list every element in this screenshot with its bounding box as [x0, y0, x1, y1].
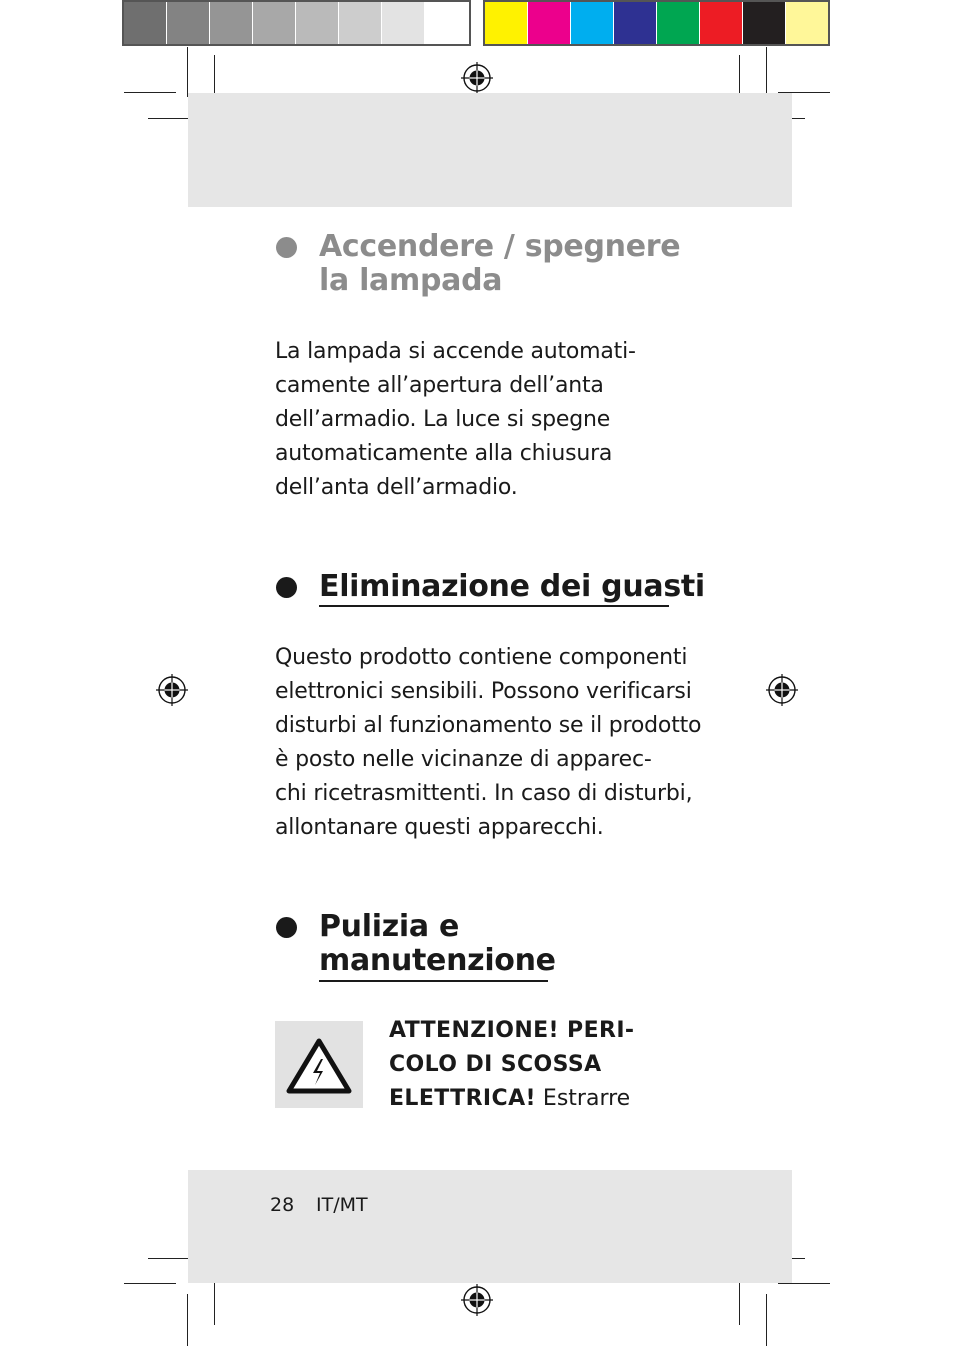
section-body-switch-on-off: [275, 335, 636, 505]
section-bullet: [276, 237, 297, 258]
body-line: allontanare questi apparecchi.: [275, 815, 604, 840]
heading-underline: [319, 605, 669, 607]
body-line: automaticamente alla chiusura: [275, 441, 613, 466]
heading-line: Eliminazione dei guasti: [319, 569, 705, 604]
body-line: Questo prodotto contiene componenti: [275, 645, 688, 670]
electric-shock-warning-icon: [275, 1021, 363, 1108]
color-swatch-frame: [483, 0, 830, 46]
section-heading-cleaning: [319, 910, 556, 978]
body-line: è posto nelle vicinanze di apparec-: [275, 747, 652, 772]
heading-line: Accendere / spegnere: [319, 229, 681, 264]
body-line: elettronici sensibili. Possono verificarsi: [275, 679, 692, 704]
gray-swatch-frame: [122, 0, 471, 46]
locale-code: IT/MT: [316, 1194, 368, 1216]
section-body-troubleshooting: [275, 641, 701, 845]
body-line: chi ricetrasmittenti. In caso di disturbi,: [275, 781, 693, 806]
warning-line-3-bold: ELETTRICA!: [389, 1086, 536, 1111]
registration-mark-icon: [766, 674, 798, 706]
warning-line-2: COLO DI SCOSSA: [389, 1052, 602, 1077]
section-heading-switch-on-off: [319, 230, 680, 298]
warning-text: [389, 1014, 634, 1116]
heading-underline: [319, 980, 548, 982]
section-heading-troubleshooting: [319, 570, 705, 604]
page-number: 28: [270, 1194, 295, 1216]
body-line: La lampada si accende automati-: [275, 339, 636, 364]
header-band: [188, 93, 792, 207]
warning-line-3-rest: Estrarre: [535, 1086, 631, 1111]
warning-icon-box: [275, 1021, 363, 1108]
body-line: dell’anta dell’armadio.: [275, 475, 518, 500]
body-line: camente all’apertura dell’anta: [275, 373, 604, 398]
body-line: disturbi al funzionamento se il prodotto: [275, 713, 702, 738]
registration-mark-icon: [461, 62, 493, 94]
section-bullet: [276, 917, 297, 938]
section-bullet: [276, 577, 297, 598]
heading-line: Pulizia e: [319, 909, 459, 944]
warning-line-1: ATTENZIONE! PERI-: [389, 1018, 635, 1043]
registration-mark-icon: [461, 1284, 493, 1316]
heading-line: la lampada: [319, 263, 503, 298]
footer-band: [188, 1170, 792, 1283]
heading-line: manutenzione: [319, 943, 556, 978]
registration-mark-icon: [156, 674, 188, 706]
body-line: dell’armadio. La luce si spegne: [275, 407, 611, 432]
